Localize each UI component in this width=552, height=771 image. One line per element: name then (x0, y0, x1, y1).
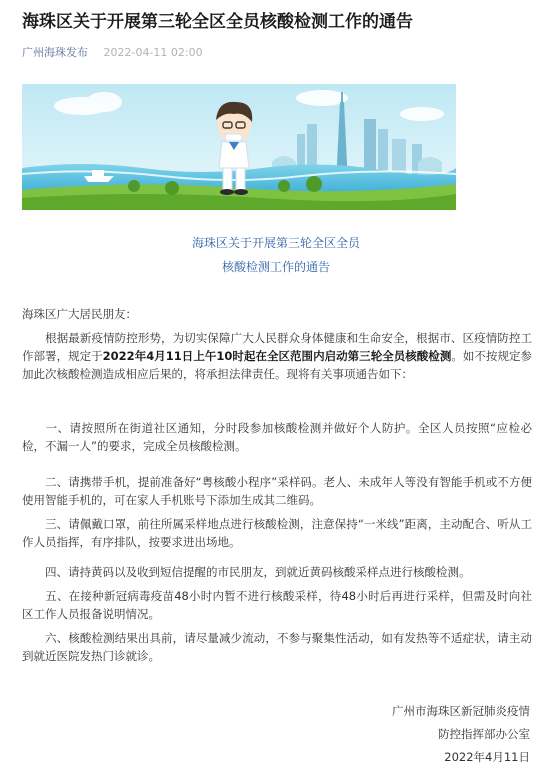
greeting: 海珠区广大居民朋友： (22, 307, 137, 321)
notice-item-5-text: 五、在接种新冠病毒疫苗48小时内暂不进行核酸采样，待48小时后再进行采样，但需及时向社区工作人员报备说明情况。 (22, 589, 532, 621)
publish-time: 2022-04-11 02:00 (103, 46, 203, 59)
notice-item-4-text: 四、请持黄码以及收到短信提醒的市民朋友，到就近黄码核酸采样点进行核酸检测。 (45, 565, 471, 579)
intro-text-a: 根据最新疫情防控形势，为切实保障广大人民群众身体健康和生命安全，根据市、区疫情防控工作部署，规定于 (22, 331, 532, 363)
notice-heading-line1: 海珠区关于开展第三轮全区全员 (191, 236, 360, 250)
notice-heading-line2: 核酸检测工作的通告 (221, 260, 330, 274)
signature-date: 2022年4月11日 (444, 750, 530, 764)
article-title: 海珠区关于开展第三轮全区全员核酸检测工作的通告 (22, 12, 413, 32)
notice-item-2-text: 二、请携带手机，提前准备好“粤核酸小程序”采样码。老人、未成年人等没有智能手机或不方便使用智能手机的，可在家人手机账号下添加生成其二维码。 (22, 475, 532, 507)
notice-item-6 (22, 629, 532, 665)
article-meta (22, 46, 203, 60)
intro-emphasis: 2022年4月11日上午10时起在全区范围内启动第三轮全员核酸检测 (102, 349, 452, 363)
intro-paragraph (22, 329, 532, 383)
notice-item-1-text: 一、请按照所在街道社区通知，分时段参加核酸检测并做好个人防护。全区人员按照“应检必检，不漏一人”的要求，完成全员核酸检测。 (22, 421, 532, 453)
notice-item-5 (22, 587, 532, 623)
notice-item-6-text: 六、核酸检测结果出具前，请尽量减少流动，不参与聚集性活动，如有发热等不适症状，请主动到就近医院发热门诊就诊。 (22, 631, 532, 663)
signature-line-1: 广州市海珠区新冠肺炎疫情 (392, 704, 530, 718)
notice-item-2 (22, 473, 532, 509)
notice-item-4 (22, 563, 532, 581)
intro-text-b: 。如不按规定参加此次核酸检测造成相应后果的，将承担法律责任。现将有关事项通告如下： (22, 349, 533, 381)
signature-line-2: 防控指挥部办公室 (438, 727, 530, 741)
notice-item-3-text: 三、请佩戴口罩，前往所属采样地点进行核酸检测，注意保持“一米线”距离，主动配合、听从工作人员指挥，有序排队，按要求进出场地。 (22, 517, 532, 549)
notice-item-3 (22, 515, 532, 551)
banner-illustration (22, 84, 456, 210)
account-name-link[interactable]: 广州海珠发布 (22, 46, 88, 59)
notice-item-1 (22, 419, 532, 455)
banner-image (22, 84, 456, 210)
